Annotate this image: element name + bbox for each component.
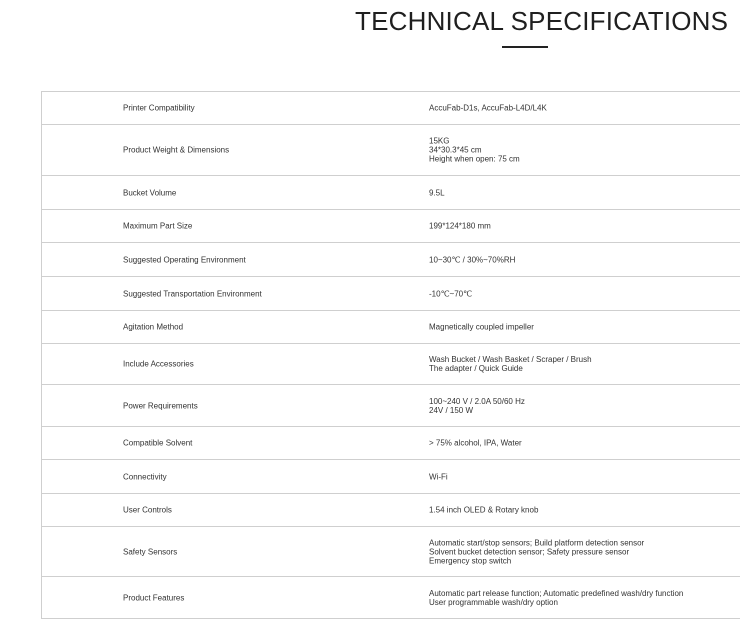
spec-value-line: 100~240 V / 2.0A 50/60 Hz (429, 396, 525, 406)
spec-row (42, 210, 740, 243)
spec-value-line: Solvent bucket detection sensor; Safety pressure sensor (429, 547, 630, 556)
page-title: TECHNICAL SPECIFICATIONS (355, 6, 729, 36)
spec-value-line: Wash Bucket / Wash Basket / Scraper / Brush (429, 355, 592, 364)
spec-value-line: Automatic start/stop sensors; Build platform detection sensor (429, 538, 645, 547)
spec-row (42, 344, 740, 385)
spec-row (42, 311, 740, 344)
spec-table (41, 91, 740, 619)
spec-value (429, 222, 491, 231)
spec-label: Safety Sensors (123, 547, 178, 556)
spec-row (42, 527, 740, 577)
spec-label: Printer Compatibility (123, 103, 195, 113)
spec-row (42, 277, 740, 311)
spec-value-line: 24V / 150 W (429, 405, 474, 415)
spec-row (42, 176, 740, 210)
spec-row (42, 385, 740, 427)
spec-value (429, 538, 644, 565)
spec-label: Suggested Transportation Environment (123, 289, 262, 298)
spec-label: Connectivity (123, 472, 167, 481)
spec-row (42, 92, 740, 125)
spec-value-line: 199*124*180 mm (429, 221, 491, 231)
spec-value (429, 323, 534, 332)
spec-value-line: AccuFab-D1s, AccuFab-L4D/L4K (429, 103, 547, 113)
spec-value (429, 188, 445, 197)
spec-row (42, 577, 740, 619)
spec-label: Compatible Solvent (123, 438, 193, 448)
spec-label: User Controls (123, 505, 172, 515)
spec-value-line: 34*30.3*45 cm (429, 145, 482, 155)
spec-value (429, 289, 472, 298)
spec-value-line: User programmable wash/dry option (429, 597, 558, 607)
spec-value-line: Wi-Fi (429, 472, 448, 481)
spec-value-line: > 75% alcohol, IPA, Water (429, 438, 522, 448)
spec-value-line: Height when open: 75 cm (429, 154, 520, 164)
spec-value (429, 439, 522, 448)
spec-row (42, 125, 740, 176)
spec-value-line: Emergency stop switch (429, 556, 512, 565)
spec-value (429, 472, 448, 481)
spec-value (429, 589, 683, 607)
title-underline (502, 46, 548, 48)
spec-value-line: 10~30℃ / 30%~70%RH (429, 255, 516, 264)
spec-label: Bucket Volume (123, 188, 177, 197)
spec-row (42, 427, 740, 460)
spec-value (429, 506, 538, 515)
spec-value (429, 104, 547, 113)
spec-label: Product Weight & Dimensions (123, 145, 230, 155)
spec-value-line: 1.54 inch OLED & Rotary knob (429, 505, 539, 515)
spec-value (429, 255, 515, 264)
spec-row (42, 494, 740, 527)
spec-label: Agitation Method (123, 322, 184, 332)
spec-value-line: Automatic part release function; Automatic predefined wash/dry function (429, 588, 684, 598)
spec-value (429, 137, 520, 164)
spec-row (42, 460, 740, 494)
spec-value (429, 355, 592, 373)
spec-label: Suggested Operating Environment (123, 255, 246, 264)
spec-label: Include Accessories (123, 359, 194, 369)
spec-value (429, 397, 525, 415)
spec-value-line: 15KG (429, 136, 450, 146)
spec-value-line: -10℃~70℃ (429, 289, 473, 298)
spec-value-line: 9.5L (429, 188, 445, 197)
spec-row (42, 243, 740, 277)
spec-label: Product Features (123, 593, 185, 602)
spec-label: Power Requirements (123, 401, 198, 410)
spec-value-line: Magnetically coupled impeller (429, 322, 534, 332)
spec-value-line: The adapter / Quick Guide (429, 364, 523, 373)
spec-label: Maximum Part Size (123, 221, 193, 231)
